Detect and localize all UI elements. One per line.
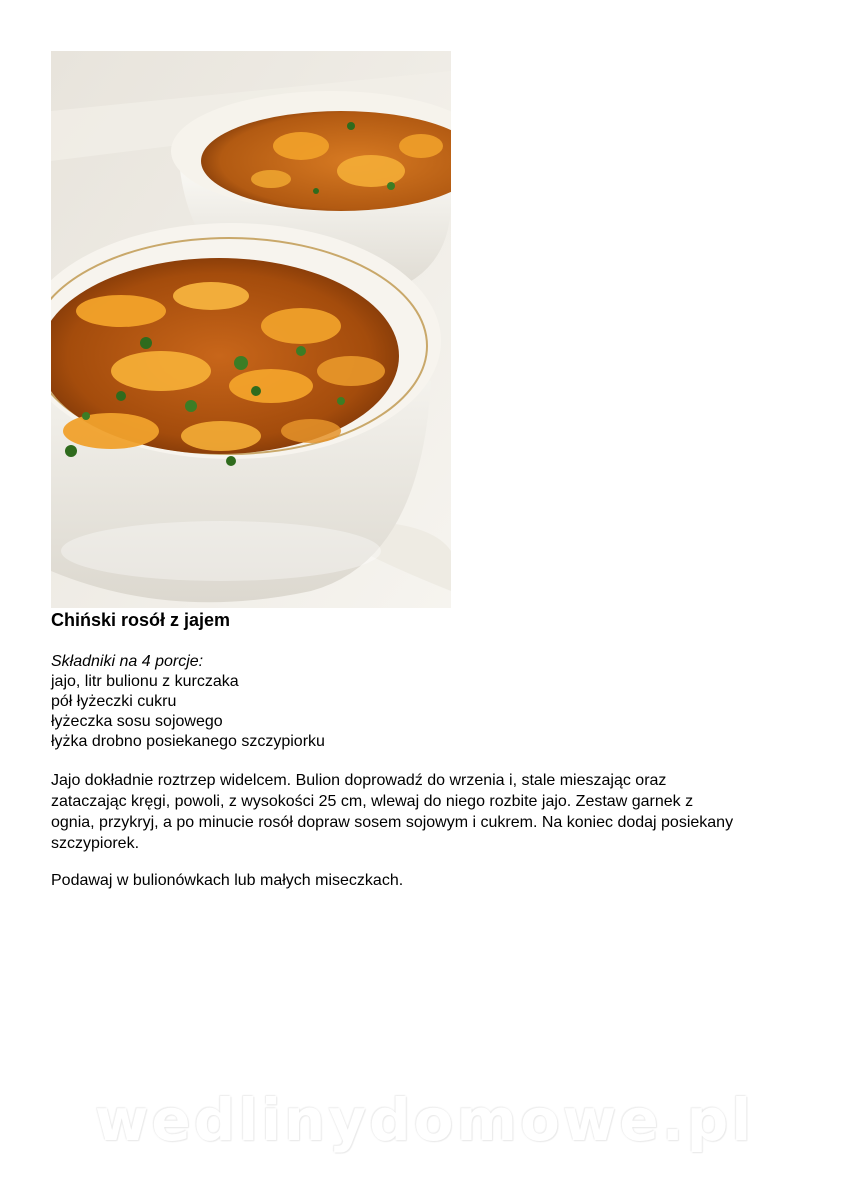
ingredient-item: pół łyżeczki cukru bbox=[51, 693, 177, 710]
instructions-paragraph bbox=[51, 770, 811, 854]
site-watermark: wedlinydomowe.pl bbox=[94, 1086, 755, 1154]
soup-photo bbox=[51, 51, 451, 608]
ingredient-item: łyżka drobno posiekanego szczypiorku bbox=[51, 733, 325, 750]
instructions-line: ognia, przykryj, a po minucie rosół dopraw sosem sojowym i cukrem. Na koniec dodaj posiekany bbox=[51, 814, 734, 831]
ingredient-item: łyżeczka sosu sojowego bbox=[51, 713, 223, 730]
instructions-line: szczypiorek. bbox=[51, 835, 140, 852]
soup-bowls-illustration bbox=[51, 51, 451, 608]
ingredients-heading: Składniki na 4 porcje: bbox=[51, 653, 204, 670]
instructions-line: Jajo dokładnie roztrzep widelcem. Bulion doprowadź do wrzenia i, stale mieszając oraz bbox=[51, 772, 667, 789]
front-bowl bbox=[51, 223, 451, 602]
instructions-line: zataczając kręgi, powoli, z wysokości 25 cm, wlewaj do niego rozbite jajo. Zestaw garnek z bbox=[51, 793, 694, 810]
ingredient-item: jajo, litr bulionu z kurczaka bbox=[51, 673, 239, 690]
recipe-title: Chiński rosół z jajem bbox=[51, 610, 231, 630]
serving-note: Podawaj w bulionówkach lub małych miseczkach. bbox=[51, 872, 404, 889]
